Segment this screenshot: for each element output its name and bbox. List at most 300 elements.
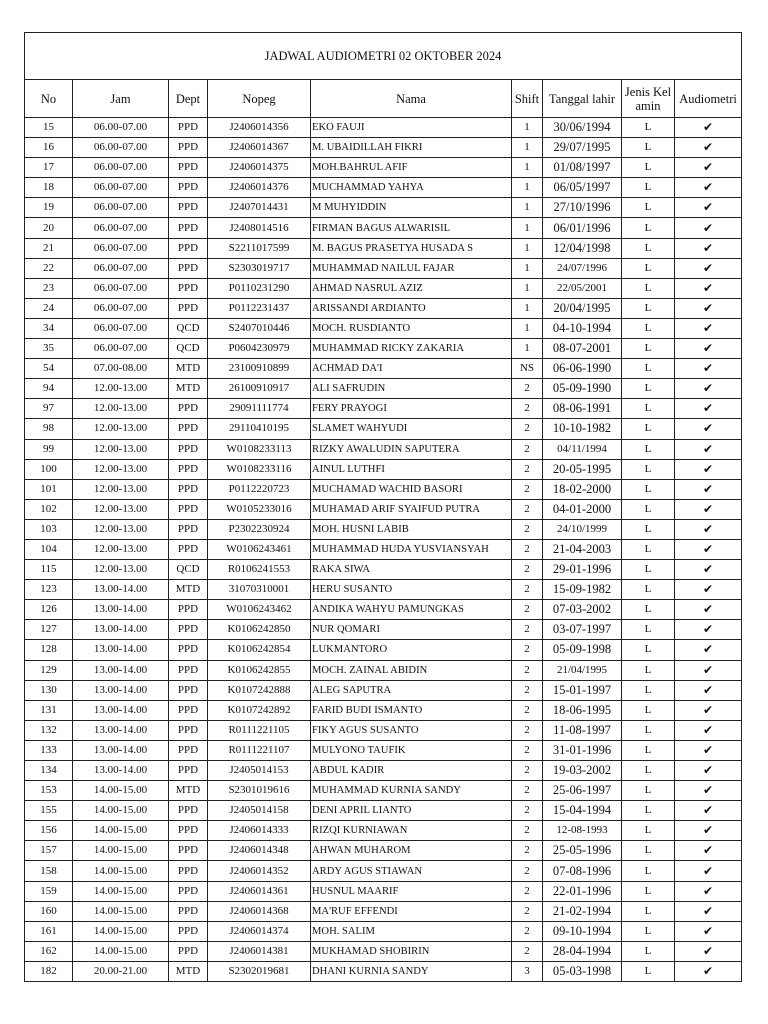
cell-jenis-kelamin: L (622, 700, 675, 720)
cell-nopeg: W0108233113 (208, 439, 311, 459)
table-row (25, 419, 742, 439)
cell-nopeg: K0106242850 (208, 620, 311, 640)
cell-shift: 2 (512, 941, 543, 961)
checkmark-icon: ✔ (675, 278, 742, 298)
cell-jenis-kelamin: L (622, 640, 675, 660)
cell-jam: 06.00-07.00 (73, 298, 169, 318)
cell-jenis-kelamin: L (622, 921, 675, 941)
cell-shift: 1 (512, 258, 543, 278)
col-header-jam: Jam (73, 80, 169, 118)
cell-dept: PPD (169, 761, 208, 781)
checkmark-icon: ✔ (675, 339, 742, 359)
cell-tanggal-lahir: 08-06-1991 (543, 399, 622, 419)
cell-jam: 14.00-15.00 (73, 881, 169, 901)
cell-nopeg: J2405014158 (208, 801, 311, 821)
checkmark-icon: ✔ (675, 801, 742, 821)
col-header-jenis-kelamin: Jenis Kelamin (622, 80, 675, 118)
cell-jenis-kelamin: L (622, 459, 675, 479)
cell-dept: PPD (169, 158, 208, 178)
cell-nopeg: R0111221105 (208, 720, 311, 740)
table-row (25, 881, 742, 901)
table-row (25, 801, 742, 821)
cell-no: 99 (25, 439, 73, 459)
cell-nama: RIZKY AWALUDIN SAPUTERA (311, 439, 512, 459)
cell-no: 104 (25, 539, 73, 559)
cell-nopeg: S2407010446 (208, 318, 311, 338)
cell-dept: PPD (169, 740, 208, 760)
table-row (25, 318, 742, 338)
cell-jam: 07.00-08.00 (73, 359, 169, 379)
table-row (25, 660, 742, 680)
cell-dept: MTD (169, 359, 208, 379)
cell-dept: MTD (169, 961, 208, 981)
cell-jam: 14.00-15.00 (73, 821, 169, 841)
document-title: JADWAL AUDIOMETRI 02 OKTOBER 2024 (25, 33, 742, 80)
cell-shift: 2 (512, 580, 543, 600)
cell-nopeg: K0107242892 (208, 700, 311, 720)
cell-tanggal-lahir: 04/11/1994 (543, 439, 622, 459)
checkmark-icon: ✔ (675, 178, 742, 198)
checkmark-icon: ✔ (675, 218, 742, 238)
cell-no: 35 (25, 339, 73, 359)
table-row (25, 298, 742, 318)
cell-dept: PPD (169, 801, 208, 821)
cell-jenis-kelamin: L (622, 600, 675, 620)
cell-tanggal-lahir: 29/07/1995 (543, 138, 622, 158)
checkmark-icon: ✔ (675, 941, 742, 961)
cell-shift: 2 (512, 700, 543, 720)
cell-nama: MA'RUF EFFENDI (311, 901, 512, 921)
cell-jam: 13.00-14.00 (73, 680, 169, 700)
cell-tanggal-lahir: 07-08-1996 (543, 861, 622, 881)
cell-no: 160 (25, 901, 73, 921)
cell-nopeg: J2406014333 (208, 821, 311, 841)
cell-shift: 2 (512, 499, 543, 519)
cell-nama: MOH.BAHRUL AFIF (311, 158, 512, 178)
checkmark-icon: ✔ (675, 660, 742, 680)
cell-tanggal-lahir: 10-10-1982 (543, 419, 622, 439)
cell-shift: 2 (512, 720, 543, 740)
cell-shift: 1 (512, 298, 543, 318)
checkmark-icon: ✔ (675, 479, 742, 499)
cell-tanggal-lahir: 25-06-1997 (543, 781, 622, 801)
cell-dept: MTD (169, 379, 208, 399)
cell-jam: 06.00-07.00 (73, 238, 169, 258)
cell-no: 161 (25, 921, 73, 941)
cell-jam: 13.00-14.00 (73, 720, 169, 740)
cell-nopeg: J2406014361 (208, 881, 311, 901)
cell-jam: 14.00-15.00 (73, 941, 169, 961)
table-row (25, 901, 742, 921)
cell-nama: MOH. SALIM (311, 921, 512, 941)
cell-nopeg: J2406014375 (208, 158, 311, 178)
cell-dept: PPD (169, 660, 208, 680)
cell-nopeg: K0106242854 (208, 640, 311, 660)
cell-dept: PPD (169, 861, 208, 881)
table-row (25, 339, 742, 359)
cell-jam: 06.00-07.00 (73, 258, 169, 278)
cell-no: 21 (25, 238, 73, 258)
col-header-dept: Dept (169, 80, 208, 118)
cell-no: 159 (25, 881, 73, 901)
table-row (25, 158, 742, 178)
checkmark-icon: ✔ (675, 459, 742, 479)
cell-nama: LUKMANTORO (311, 640, 512, 660)
cell-jenis-kelamin: L (622, 439, 675, 459)
cell-jam: 20.00-21.00 (73, 961, 169, 981)
cell-nama: MUHAMMAD HUDA YUSVIANSYAH (311, 539, 512, 559)
cell-shift: 2 (512, 560, 543, 580)
cell-no: 153 (25, 781, 73, 801)
cell-dept: MTD (169, 580, 208, 600)
cell-nama: MOH. HUSNI LABIB (311, 519, 512, 539)
cell-dept: PPD (169, 881, 208, 901)
cell-nama: FERY PRAYOGI (311, 399, 512, 419)
cell-nama: DENI APRIL LIANTO (311, 801, 512, 821)
cell-nopeg: K0107242888 (208, 680, 311, 700)
cell-nopeg: W0105233016 (208, 499, 311, 519)
cell-shift: 2 (512, 901, 543, 921)
cell-no: 94 (25, 379, 73, 399)
cell-shift: 2 (512, 519, 543, 539)
cell-tanggal-lahir: 27/10/1996 (543, 198, 622, 218)
cell-no: 162 (25, 941, 73, 961)
cell-nopeg: J2408014516 (208, 218, 311, 238)
cell-no: 102 (25, 499, 73, 519)
cell-shift: 1 (512, 339, 543, 359)
table-row (25, 700, 742, 720)
cell-shift: 2 (512, 439, 543, 459)
checkmark-icon: ✔ (675, 740, 742, 760)
cell-jam: 13.00-14.00 (73, 580, 169, 600)
cell-dept: PPD (169, 841, 208, 861)
cell-no: 15 (25, 118, 73, 138)
cell-tanggal-lahir: 29-01-1996 (543, 560, 622, 580)
table-row (25, 399, 742, 419)
cell-nama: HERU SUSANTO (311, 580, 512, 600)
cell-nama: ALI SAFRUDIN (311, 379, 512, 399)
cell-no: 134 (25, 761, 73, 781)
checkmark-icon: ✔ (675, 560, 742, 580)
cell-tanggal-lahir: 05-09-1998 (543, 640, 622, 660)
cell-nama: AHMAD NASRUL AZIZ (311, 278, 512, 298)
cell-nopeg: J2406014368 (208, 901, 311, 921)
table-row (25, 198, 742, 218)
cell-no: 20 (25, 218, 73, 238)
cell-jenis-kelamin: L (622, 339, 675, 359)
cell-tanggal-lahir: 15-04-1994 (543, 801, 622, 821)
cell-tanggal-lahir: 24/10/1999 (543, 519, 622, 539)
checkmark-icon: ✔ (675, 519, 742, 539)
cell-jenis-kelamin: L (622, 138, 675, 158)
cell-no: 22 (25, 258, 73, 278)
cell-jam: 12.00-13.00 (73, 379, 169, 399)
cell-jam: 06.00-07.00 (73, 178, 169, 198)
cell-no: 54 (25, 359, 73, 379)
cell-nopeg: P2302230924 (208, 519, 311, 539)
table-row (25, 640, 742, 660)
cell-shift: 2 (512, 781, 543, 801)
checkmark-icon: ✔ (675, 118, 742, 138)
checkmark-icon: ✔ (675, 861, 742, 881)
cell-jam: 12.00-13.00 (73, 499, 169, 519)
cell-dept: PPD (169, 138, 208, 158)
checkmark-icon: ✔ (675, 298, 742, 318)
cell-nama: HUSNUL MAARIF (311, 881, 512, 901)
cell-jenis-kelamin: L (622, 680, 675, 700)
table-row (25, 761, 742, 781)
cell-jam: 14.00-15.00 (73, 841, 169, 861)
cell-nama: ARISSANDI ARDIANTO (311, 298, 512, 318)
cell-no: 18 (25, 178, 73, 198)
cell-no: 16 (25, 138, 73, 158)
cell-nopeg: J2406014356 (208, 118, 311, 138)
cell-shift: 2 (512, 600, 543, 620)
cell-tanggal-lahir: 05-09-1990 (543, 379, 622, 399)
cell-tanggal-lahir: 20/04/1995 (543, 298, 622, 318)
cell-dept: PPD (169, 238, 208, 258)
cell-dept: PPD (169, 118, 208, 138)
cell-nama: ALEG SAPUTRA (311, 680, 512, 700)
cell-nopeg: S2303019717 (208, 258, 311, 278)
cell-jenis-kelamin: L (622, 499, 675, 519)
cell-dept: PPD (169, 921, 208, 941)
table-row (25, 740, 742, 760)
table-row (25, 539, 742, 559)
table-row (25, 218, 742, 238)
cell-tanggal-lahir: 15-09-1982 (543, 580, 622, 600)
cell-tanggal-lahir: 18-06-1995 (543, 700, 622, 720)
cell-no: 101 (25, 479, 73, 499)
cell-jam: 13.00-14.00 (73, 700, 169, 720)
cell-nama: RAKA SIWA (311, 560, 512, 580)
cell-dept: PPD (169, 941, 208, 961)
cell-jam: 06.00-07.00 (73, 278, 169, 298)
cell-shift: 1 (512, 138, 543, 158)
cell-jenis-kelamin: L (622, 841, 675, 861)
cell-dept: PPD (169, 600, 208, 620)
cell-dept: PPD (169, 399, 208, 419)
cell-nama: ABDUL KADIR (311, 761, 512, 781)
checkmark-icon: ✔ (675, 901, 742, 921)
cell-nopeg: P0604230979 (208, 339, 311, 359)
cell-jenis-kelamin: L (622, 298, 675, 318)
checkmark-icon: ✔ (675, 580, 742, 600)
table-row (25, 821, 742, 841)
cell-no: 100 (25, 459, 73, 479)
cell-jam: 06.00-07.00 (73, 138, 169, 158)
audiometry-schedule-table (24, 32, 742, 982)
table-row (25, 118, 742, 138)
cell-jam: 06.00-07.00 (73, 318, 169, 338)
table-row (25, 278, 742, 298)
cell-jenis-kelamin: L (622, 278, 675, 298)
cell-jenis-kelamin: L (622, 580, 675, 600)
cell-shift: 2 (512, 881, 543, 901)
cell-nopeg: 31070310001 (208, 580, 311, 600)
cell-jam: 14.00-15.00 (73, 781, 169, 801)
cell-nama: MUKHAMAD SHOBIRIN (311, 941, 512, 961)
col-header-no: No (25, 80, 73, 118)
cell-shift: 2 (512, 479, 543, 499)
cell-jam: 13.00-14.00 (73, 620, 169, 640)
cell-dept: PPD (169, 218, 208, 238)
table-row (25, 861, 742, 881)
cell-shift: 1 (512, 318, 543, 338)
cell-jenis-kelamin: L (622, 941, 675, 961)
table-row (25, 499, 742, 519)
checkmark-icon: ✔ (675, 419, 742, 439)
checkmark-icon: ✔ (675, 961, 742, 981)
cell-nama: MUHAMMAD KURNIA SANDY (311, 781, 512, 801)
cell-shift: 2 (512, 539, 543, 559)
cell-shift: 2 (512, 419, 543, 439)
cell-jenis-kelamin: L (622, 539, 675, 559)
cell-nama: MUCHAMAD WACHID BASORI (311, 479, 512, 499)
cell-no: 133 (25, 740, 73, 760)
table-row (25, 580, 742, 600)
checkmark-icon: ✔ (675, 761, 742, 781)
cell-no: 126 (25, 600, 73, 620)
cell-tanggal-lahir: 22-01-1996 (543, 881, 622, 901)
cell-nopeg: S2211017599 (208, 238, 311, 258)
col-header-shift: Shift (512, 80, 543, 118)
cell-no: 182 (25, 961, 73, 981)
cell-dept: PPD (169, 640, 208, 660)
cell-jenis-kelamin: L (622, 881, 675, 901)
cell-shift: 1 (512, 198, 543, 218)
cell-nopeg: J2405014153 (208, 761, 311, 781)
cell-nama: M. UBAIDILLAH FIKRI (311, 138, 512, 158)
cell-no: 131 (25, 700, 73, 720)
cell-shift: 1 (512, 118, 543, 138)
cell-jam: 06.00-07.00 (73, 118, 169, 138)
cell-tanggal-lahir: 06-06-1990 (543, 359, 622, 379)
table-row (25, 781, 742, 801)
title-row (25, 33, 742, 80)
cell-nopeg: P0110231290 (208, 278, 311, 298)
cell-no: 127 (25, 620, 73, 640)
cell-jenis-kelamin: L (622, 781, 675, 801)
cell-tanggal-lahir: 04-10-1994 (543, 318, 622, 338)
cell-nama: MUHAMAD ARIF SYAIFUD PUTRA (311, 499, 512, 519)
table-row (25, 961, 742, 981)
cell-dept: PPD (169, 901, 208, 921)
cell-tanggal-lahir: 03-07-1997 (543, 620, 622, 640)
cell-jam: 14.00-15.00 (73, 861, 169, 881)
cell-nopeg: J2406014367 (208, 138, 311, 158)
cell-tanggal-lahir: 31-01-1996 (543, 740, 622, 760)
cell-nama: M. BAGUS PRASETYA HUSADA S (311, 238, 512, 258)
cell-shift: 2 (512, 680, 543, 700)
cell-tanggal-lahir: 15-01-1997 (543, 680, 622, 700)
cell-nopeg: J2406014376 (208, 178, 311, 198)
cell-nopeg: R0106241553 (208, 560, 311, 580)
cell-jam: 13.00-14.00 (73, 600, 169, 620)
cell-shift: 3 (512, 961, 543, 981)
cell-no: 34 (25, 318, 73, 338)
cell-nama: ANDIKA WAHYU PAMUNGKAS (311, 600, 512, 620)
cell-jenis-kelamin: L (622, 419, 675, 439)
cell-no: 130 (25, 680, 73, 700)
cell-jenis-kelamin: L (622, 901, 675, 921)
cell-no: 128 (25, 640, 73, 660)
cell-dept: QCD (169, 560, 208, 580)
cell-dept: PPD (169, 700, 208, 720)
col-header-tanggal-lahir: Tanggal lahir (543, 80, 622, 118)
cell-tanggal-lahir: 08-07-2001 (543, 339, 622, 359)
cell-jenis-kelamin: L (622, 740, 675, 760)
col-header-audiometri: Audiometri (675, 80, 742, 118)
table-row (25, 379, 742, 399)
cell-jam: 06.00-07.00 (73, 198, 169, 218)
cell-nama: SLAMET WAHYUDI (311, 419, 512, 439)
cell-dept: PPD (169, 298, 208, 318)
cell-tanggal-lahir: 18-02-2000 (543, 479, 622, 499)
checkmark-icon: ✔ (675, 781, 742, 801)
table-row (25, 921, 742, 941)
cell-jenis-kelamin: L (622, 821, 675, 841)
cell-shift: 2 (512, 801, 543, 821)
cell-shift: 1 (512, 178, 543, 198)
col-header-nama: Nama (311, 80, 512, 118)
checkmark-icon: ✔ (675, 379, 742, 399)
checkmark-icon: ✔ (675, 499, 742, 519)
table-row (25, 238, 742, 258)
table-row (25, 479, 742, 499)
cell-dept: PPD (169, 278, 208, 298)
cell-nopeg: 26100910917 (208, 379, 311, 399)
checkmark-icon: ✔ (675, 198, 742, 218)
cell-tanggal-lahir: 09-10-1994 (543, 921, 622, 941)
cell-jenis-kelamin: L (622, 379, 675, 399)
checkmark-icon: ✔ (675, 138, 742, 158)
checkmark-icon: ✔ (675, 680, 742, 700)
cell-nama: ACHMAD DA'I (311, 359, 512, 379)
cell-dept: PPD (169, 499, 208, 519)
cell-jam: 14.00-15.00 (73, 801, 169, 821)
cell-tanggal-lahir: 04-01-2000 (543, 499, 622, 519)
cell-jenis-kelamin: L (622, 660, 675, 680)
cell-jam: 12.00-13.00 (73, 459, 169, 479)
cell-jam: 12.00-13.00 (73, 560, 169, 580)
cell-shift: 1 (512, 238, 543, 258)
cell-no: 158 (25, 861, 73, 881)
checkmark-icon: ✔ (675, 921, 742, 941)
table-row (25, 359, 742, 379)
cell-jam: 13.00-14.00 (73, 761, 169, 781)
cell-shift: 2 (512, 821, 543, 841)
cell-dept: PPD (169, 459, 208, 479)
cell-jenis-kelamin: L (622, 720, 675, 740)
cell-nopeg: 29091111774 (208, 399, 311, 419)
cell-shift: 2 (512, 620, 543, 640)
cell-dept: PPD (169, 178, 208, 198)
cell-nama: DHANI KURNIA SANDY (311, 961, 512, 981)
cell-jam: 12.00-13.00 (73, 439, 169, 459)
cell-jenis-kelamin: L (622, 218, 675, 238)
cell-jam: 06.00-07.00 (73, 158, 169, 178)
table-row (25, 138, 742, 158)
cell-no: 157 (25, 841, 73, 861)
cell-jam: 12.00-13.00 (73, 519, 169, 539)
cell-tanggal-lahir: 21-02-1994 (543, 901, 622, 921)
cell-shift: 2 (512, 379, 543, 399)
cell-jenis-kelamin: L (622, 359, 675, 379)
cell-nopeg: S2301019616 (208, 781, 311, 801)
cell-nopeg: J2406014348 (208, 841, 311, 861)
cell-jenis-kelamin: L (622, 158, 675, 178)
